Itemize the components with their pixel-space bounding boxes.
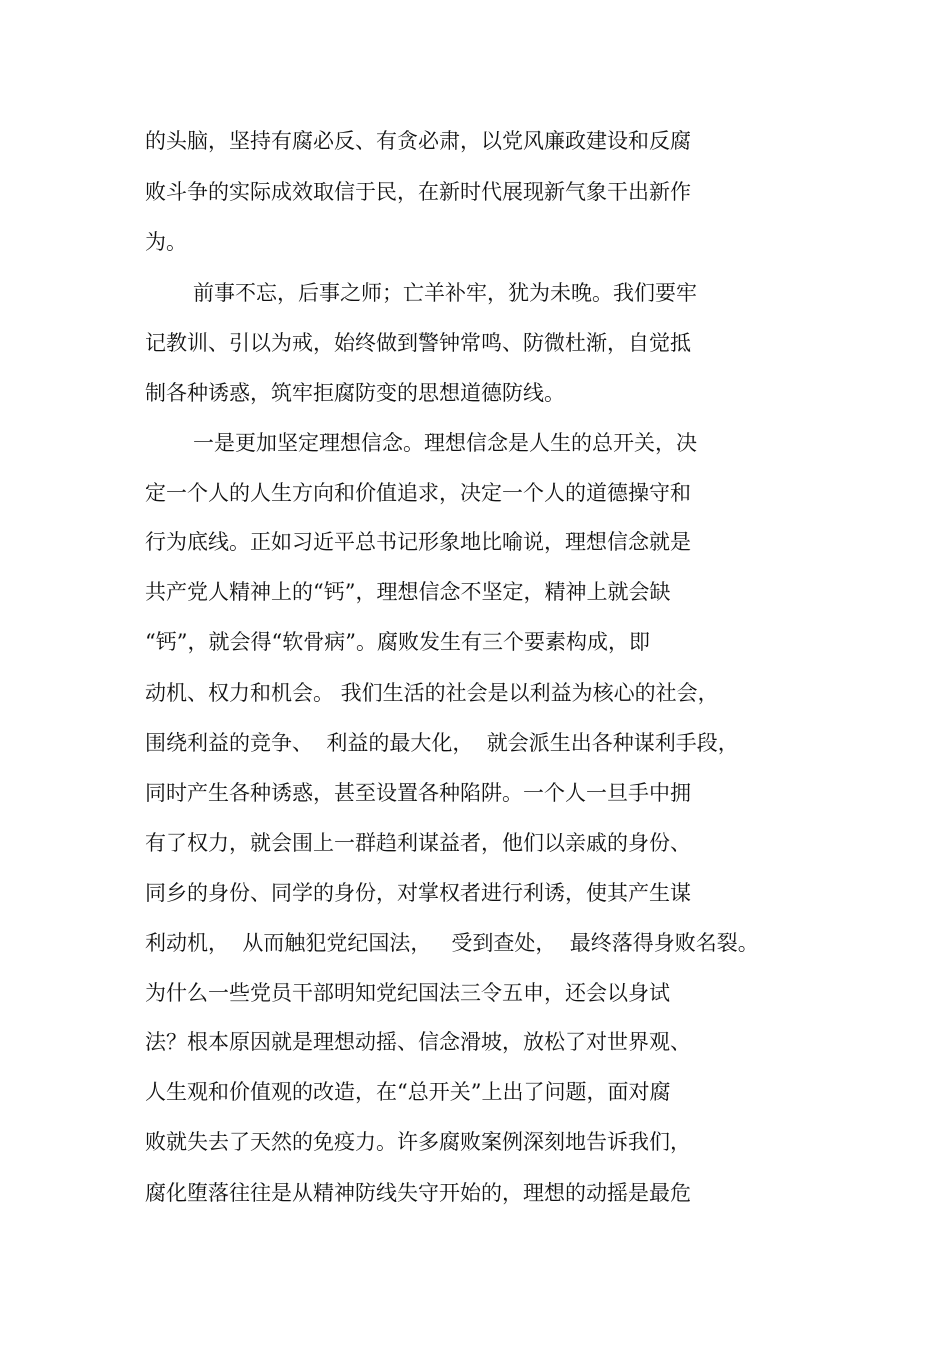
text-line: 败就失去了天然的免疫力。许多腐败案例深刻地告诉我们， xyxy=(145,1130,691,1154)
text-line: 的头脑，坚持有腐必反、有贪必肃，以党风廉政建设和反腐 xyxy=(145,129,691,153)
text-line: 败斗争的实际成效取信于民，在新时代展现新气象干出新作 xyxy=(145,180,691,204)
text-line: 法？根本原因就是理想动摇、信念滑坡，放松了对世界观、 xyxy=(145,1030,691,1054)
text-line: 为什么一些党员干部明知党纪国法三令五申，还会以身试 xyxy=(145,981,670,1005)
text-line: 为。 xyxy=(145,230,187,254)
text-line: “钙”，就会得“软骨病”。腐败发生有三个要素构成，即 xyxy=(145,630,650,654)
text-line: 制各种诱惑，筑牢拒腐防变的思想道德防线。 xyxy=(145,381,565,405)
text-line: 腐化堕落往往是从精神防线失守开始的，理想的动摇是最危 xyxy=(145,1181,691,1205)
text-line: 同乡的身份、同学的身份，对掌权者进行利诱，使其产生谋 xyxy=(145,881,691,905)
text-line: 动机、权力和机会。 我们生活的社会是以利益为核心的社会， xyxy=(145,681,719,705)
text-line: 行为底线。正如习近平总书记形象地比喻说，理想信念就是 xyxy=(145,530,691,554)
text-line: 定一个人的人生方向和价值追求，决定一个人的道德操守和 xyxy=(145,481,691,505)
text-line: 有了权力，就会围上一群趋利谋益者，他们以亲戚的身份、 xyxy=(145,831,691,855)
text-line: 人生观和价值观的改造，在“总开关”上出了问题，面对腐 xyxy=(145,1080,671,1104)
text-line: 围绕利益的竞争、 利益的最大化， 就会派生出各种谋利手段， xyxy=(145,731,739,755)
text-line: 共产党人精神上的“钙”，理想信念不坚定，精神上就会缺 xyxy=(145,580,671,604)
text-line: 一是更加坚定理想信念。理想信念是人生的总开关，决 xyxy=(193,431,697,455)
text-line: 同时产生各种诱惑，甚至设置各种陷阱。一个人一旦手中拥 xyxy=(145,781,691,805)
text-line: 记教训、引以为戒，始终做到警钟常鸣、防微杜渐，自觉抵 xyxy=(145,331,691,355)
text-line: 利动机， 从而触犯党纪国法， 受到查处， 最终落得身败名裂。 xyxy=(145,931,759,955)
text-line: 前事不忘，后事之师；亡羊补牢，犹为未晚。我们要牢 xyxy=(193,281,697,305)
